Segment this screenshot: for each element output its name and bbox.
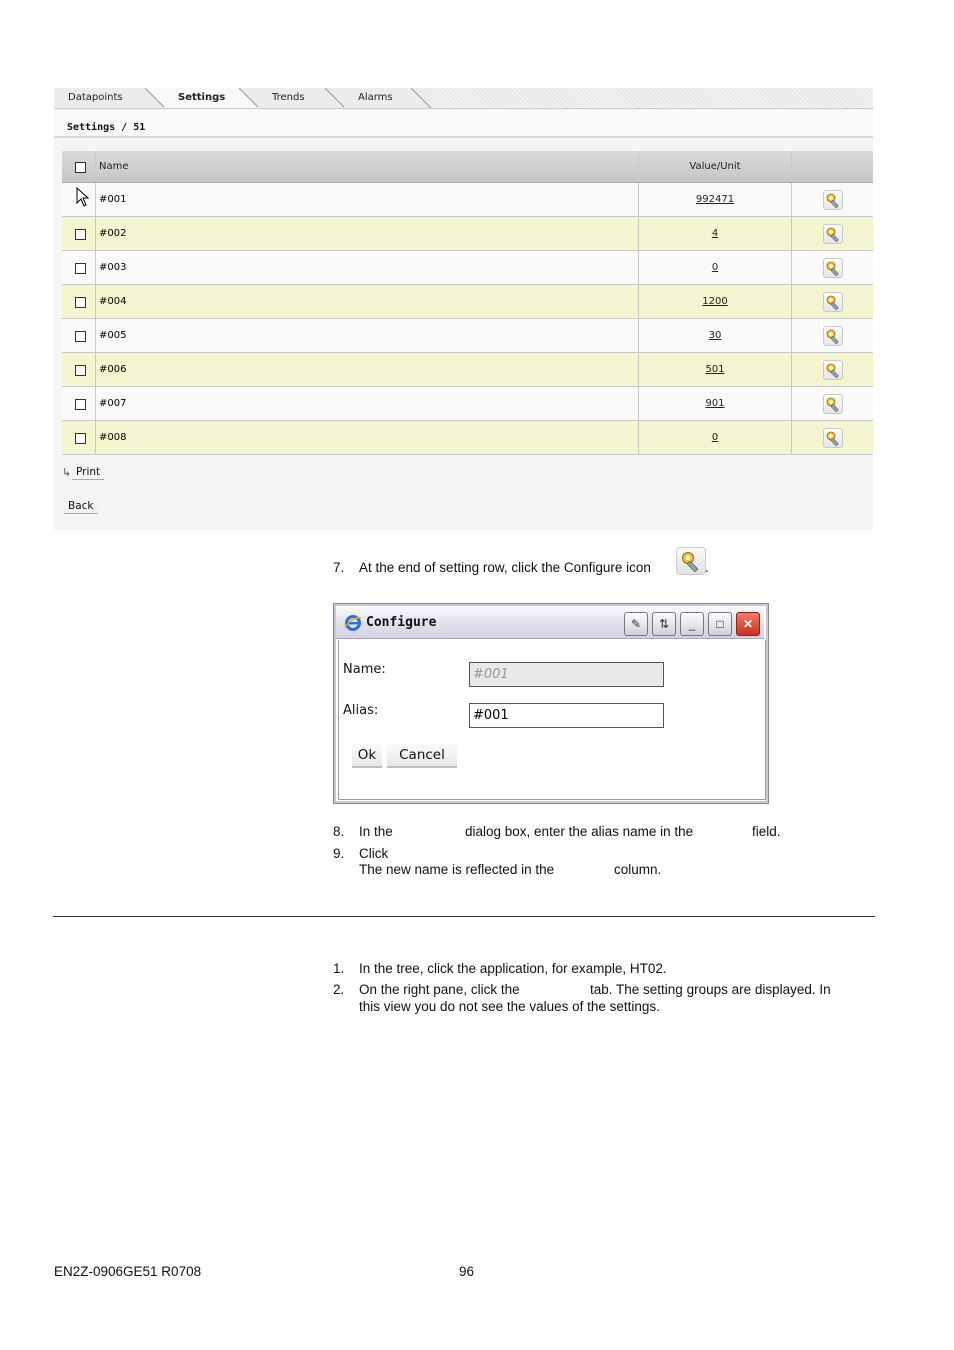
configure-icon[interactable] bbox=[823, 326, 843, 346]
dialog-title-bar bbox=[336, 606, 764, 639]
section-divider bbox=[53, 916, 875, 917]
row-name-cell bbox=[96, 319, 639, 352]
settings-screenshot bbox=[54, 88, 873, 530]
step-7-end: . bbox=[705, 560, 709, 575]
row-name-cell bbox=[96, 353, 639, 386]
step-7-number: 7. bbox=[333, 560, 345, 575]
table-row bbox=[62, 183, 873, 217]
mouse-cursor-icon bbox=[76, 187, 90, 207]
setting-name: #002 bbox=[99, 228, 127, 239]
setting-value-link[interactable]: 901 bbox=[705, 398, 725, 409]
setting-name: #007 bbox=[99, 398, 127, 409]
minimize-icon[interactable]: _ bbox=[680, 612, 704, 636]
configure-dialog bbox=[333, 603, 769, 804]
table-row bbox=[62, 387, 873, 421]
row-checkbox[interactable] bbox=[75, 365, 86, 376]
row-name-cell bbox=[96, 421, 639, 454]
configure-icon bbox=[676, 547, 706, 575]
row-checkbox[interactable] bbox=[75, 399, 86, 410]
row-name-cell bbox=[96, 217, 639, 250]
row-checkbox[interactable] bbox=[75, 331, 86, 342]
refresh-icon[interactable]: ⇅ bbox=[652, 612, 676, 636]
step-7-text: At the end of setting row, click the Configure icon bbox=[359, 560, 651, 575]
column-header-value: Value/Unit bbox=[639, 151, 792, 182]
step-9-number: 9. bbox=[333, 846, 345, 861]
maximize-icon[interactable]: □ bbox=[708, 612, 732, 636]
row-select-cell bbox=[62, 421, 96, 454]
tab-datapoints[interactable]: Datapoints bbox=[54, 88, 164, 108]
select-all-cell bbox=[62, 151, 96, 182]
breadcrumb: Settings / 51 bbox=[67, 122, 146, 133]
setting-value-link[interactable]: 4 bbox=[711, 228, 719, 239]
back-button[interactable]: Back bbox=[64, 500, 98, 514]
setting-value-link[interactable]: 0 bbox=[711, 432, 719, 443]
configure-icon[interactable] bbox=[823, 292, 843, 312]
setting-name: #005 bbox=[99, 330, 127, 341]
browser-icon bbox=[344, 614, 362, 632]
row-action-cell bbox=[792, 353, 873, 386]
setting-value-link[interactable]: 30 bbox=[708, 330, 722, 341]
configure-icon[interactable] bbox=[823, 190, 843, 210]
step-8-number: 8. bbox=[333, 824, 345, 839]
row-select-cell bbox=[62, 387, 96, 420]
row-value-cell bbox=[639, 319, 792, 352]
page-number: 96 bbox=[459, 1264, 475, 1279]
tab-divider-icon bbox=[239, 88, 259, 108]
name-label: Name: bbox=[343, 662, 386, 677]
setting-value-link[interactable]: 992471 bbox=[695, 194, 735, 205]
setting-name: #008 bbox=[99, 432, 127, 443]
column-header-name: Name bbox=[96, 151, 639, 182]
tab-bar bbox=[54, 88, 873, 109]
row-checkbox[interactable] bbox=[75, 433, 86, 444]
row-checkbox[interactable] bbox=[75, 229, 86, 240]
tab-divider-icon bbox=[325, 88, 345, 108]
step-9-line2-a: The new name is reflected in the bbox=[359, 862, 555, 877]
row-checkbox[interactable] bbox=[75, 263, 86, 274]
configure-icon[interactable] bbox=[823, 224, 843, 244]
alias-field[interactable]: #001 bbox=[469, 703, 664, 728]
table-body bbox=[62, 183, 873, 455]
step-1-number: 1. bbox=[333, 961, 345, 976]
settings-table bbox=[62, 151, 873, 455]
setting-name: #003 bbox=[99, 262, 127, 273]
ok-button[interactable]: Ok bbox=[352, 744, 382, 768]
close-icon[interactable]: ✕ bbox=[736, 612, 760, 636]
row-value-cell bbox=[639, 387, 792, 420]
select-all-checkbox[interactable] bbox=[75, 162, 86, 173]
setting-value-link[interactable]: 501 bbox=[705, 364, 725, 375]
column-header-actions bbox=[792, 151, 873, 182]
row-name-cell bbox=[96, 387, 639, 420]
pin-icon[interactable]: ✎ bbox=[624, 612, 648, 636]
setting-name: #001 bbox=[99, 194, 127, 205]
row-value-cell bbox=[639, 217, 792, 250]
step-8-text-a: In the bbox=[359, 824, 393, 839]
setting-value-link[interactable]: 1200 bbox=[702, 296, 728, 307]
row-action-cell bbox=[792, 285, 873, 318]
arrow-marker-icon: ↳ bbox=[62, 467, 72, 479]
row-select-cell bbox=[62, 285, 96, 318]
row-action-cell bbox=[792, 421, 873, 454]
row-select-cell bbox=[62, 251, 96, 284]
alias-label: Alias: bbox=[343, 703, 379, 718]
row-name-cell bbox=[96, 183, 639, 216]
row-value-cell bbox=[639, 251, 792, 284]
breadcrumb-bar bbox=[54, 110, 873, 138]
tab-divider-icon bbox=[411, 88, 431, 108]
tab-settings[interactable]: Settings bbox=[164, 88, 258, 108]
step-9-line2-b: column. bbox=[614, 862, 662, 877]
row-action-cell bbox=[792, 251, 873, 284]
tab-alarms[interactable]: Alarms bbox=[344, 88, 430, 108]
row-action-cell bbox=[792, 319, 873, 352]
step-8-text-b: dialog box, enter the alias name in the bbox=[465, 824, 694, 839]
step-2-text-b: tab. The setting groups are displayed. In bbox=[590, 982, 831, 997]
configure-icon[interactable] bbox=[823, 360, 843, 380]
row-select-cell bbox=[62, 183, 96, 216]
tab-divider-icon bbox=[145, 88, 165, 108]
row-checkbox[interactable] bbox=[75, 297, 86, 308]
tab-trends[interactable]: Trends bbox=[258, 88, 344, 108]
configure-icon[interactable] bbox=[823, 394, 843, 414]
row-value-cell bbox=[639, 285, 792, 318]
configure-icon[interactable] bbox=[823, 258, 843, 278]
row-name-cell bbox=[96, 285, 639, 318]
table-row bbox=[62, 353, 873, 387]
table-row bbox=[62, 421, 873, 455]
table-row bbox=[62, 319, 873, 353]
table-row bbox=[62, 217, 873, 251]
cancel-button[interactable]: Cancel bbox=[387, 744, 457, 768]
setting-name: #004 bbox=[99, 296, 127, 307]
row-select-cell bbox=[62, 319, 96, 352]
dialog-body bbox=[338, 640, 766, 800]
step-2-line2: this view you do not see the values of the settings. bbox=[359, 999, 660, 1014]
dialog-title: Configure bbox=[366, 615, 437, 630]
row-action-cell bbox=[792, 183, 873, 216]
step-2-text-a: On the right pane, click the bbox=[359, 982, 520, 997]
step-9-text-a: Click bbox=[359, 846, 389, 861]
table-row bbox=[62, 285, 873, 319]
print-button[interactable]: Print bbox=[72, 466, 104, 480]
row-action-cell bbox=[792, 387, 873, 420]
table-header bbox=[62, 151, 873, 183]
row-action-cell bbox=[792, 217, 873, 250]
table-row bbox=[62, 251, 873, 285]
step-8-text-c: field. bbox=[752, 824, 781, 839]
document-id: EN2Z-0906GE51 R0708 bbox=[54, 1264, 202, 1279]
step-1-text: In the tree, click the application, for example, HT02. bbox=[359, 961, 667, 976]
row-value-cell bbox=[639, 183, 792, 216]
setting-value-link[interactable]: 0 bbox=[711, 262, 719, 273]
row-value-cell bbox=[639, 421, 792, 454]
row-select-cell bbox=[62, 353, 96, 386]
configure-icon[interactable] bbox=[823, 428, 843, 448]
row-value-cell bbox=[639, 353, 792, 386]
name-field: #001 bbox=[469, 662, 664, 687]
row-name-cell bbox=[96, 251, 639, 284]
step-2-number: 2. bbox=[333, 982, 345, 997]
setting-name: #006 bbox=[99, 364, 127, 375]
row-select-cell bbox=[62, 217, 96, 250]
